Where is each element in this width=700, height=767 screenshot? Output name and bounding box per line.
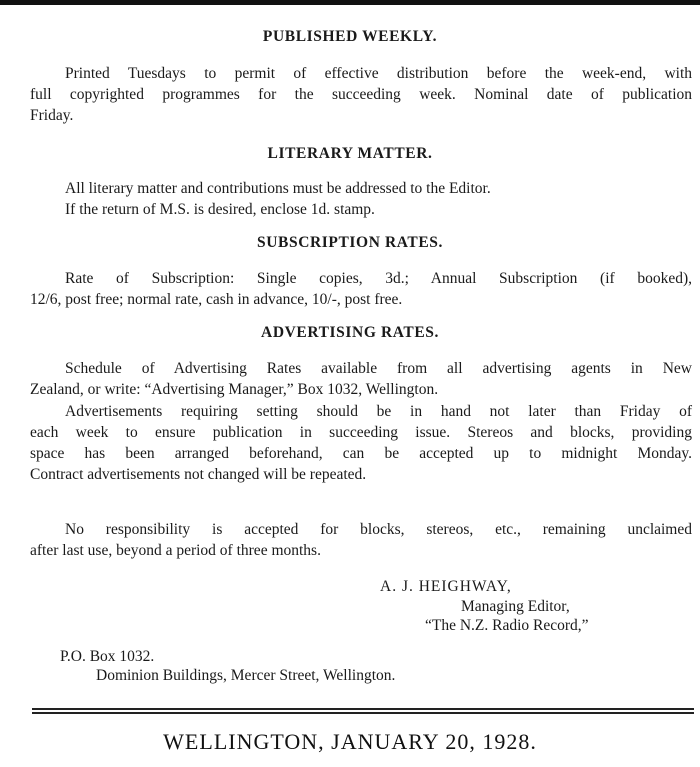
text-line: 12/6, post free; normal rate, cash in advance, 10/-, post free. <box>30 291 403 308</box>
text-line: Friday. <box>30 107 74 124</box>
paragraph-advertising-schedule <box>30 358 692 400</box>
signature-title: Managing Editor, <box>461 598 570 615</box>
heading-subscription-rates: SUBSCRIPTION RATES. <box>257 234 443 251</box>
signature-publication: “The N.Z. Radio Record,” <box>425 617 589 634</box>
signature-name: A. J. HEIGHWAY, <box>380 578 512 595</box>
heading-advertising-rates: ADVERTISING RATES. <box>261 324 439 341</box>
text-line: Printed Tuesdays to permit of effective distribution before the week-end, with <box>65 65 692 82</box>
paragraph-published-weekly <box>30 63 692 126</box>
address-box: P.O. Box 1032. <box>60 648 155 665</box>
paragraph-advertising-setting <box>30 401 692 485</box>
address-street: Dominion Buildings, Mercer Street, Wellington. <box>96 667 396 684</box>
text-line: each week to ensure publication in succeeding issue. Stereos and blocks, providing <box>30 424 692 441</box>
text-line: Rate of Subscription: Single copies, 3d.; Annual Subscription (if booked), <box>65 270 692 287</box>
text-line: after last use, beyond a period of three months. <box>30 542 321 559</box>
dateline: WELLINGTON, JANUARY 20, 1928. <box>163 729 537 754</box>
text-line: All literary matter and contributions must be addressed to the Editor. <box>65 180 491 197</box>
heading-published-weekly: PUBLISHED WEEKLY. <box>262 28 438 45</box>
text-line: space has been arranged beforehand, can be accepted up to midnight Monday. <box>30 445 692 462</box>
text-line: full copyrighted programmes for the succeeding week. Nominal date of publication <box>30 86 692 103</box>
text-line: Contract advertisements not changed will be repeated. <box>30 466 367 483</box>
text-line: Zealand, or write: “Advertising Manager,” Box 1032, Wellington. <box>30 381 439 398</box>
heading-literary-matter: LITERARY MATTER. <box>267 145 433 162</box>
top-rule <box>0 0 700 5</box>
paragraph-disclaimer <box>30 519 692 561</box>
double-rule <box>32 708 694 714</box>
text-line: Advertisements requiring setting should be in hand not later than Friday of <box>65 403 692 420</box>
text-line: If the return of M.S. is desired, enclose 1d. stamp. <box>65 201 375 218</box>
paragraph-subscription-rates <box>30 268 692 310</box>
paragraph-literary-matter <box>30 178 692 220</box>
text-line: Schedule of Advertising Rates available from all advertising agents in New <box>65 360 692 377</box>
text-line: No responsibility is accepted for blocks, stereos, etc., remaining unclaimed <box>65 521 692 538</box>
